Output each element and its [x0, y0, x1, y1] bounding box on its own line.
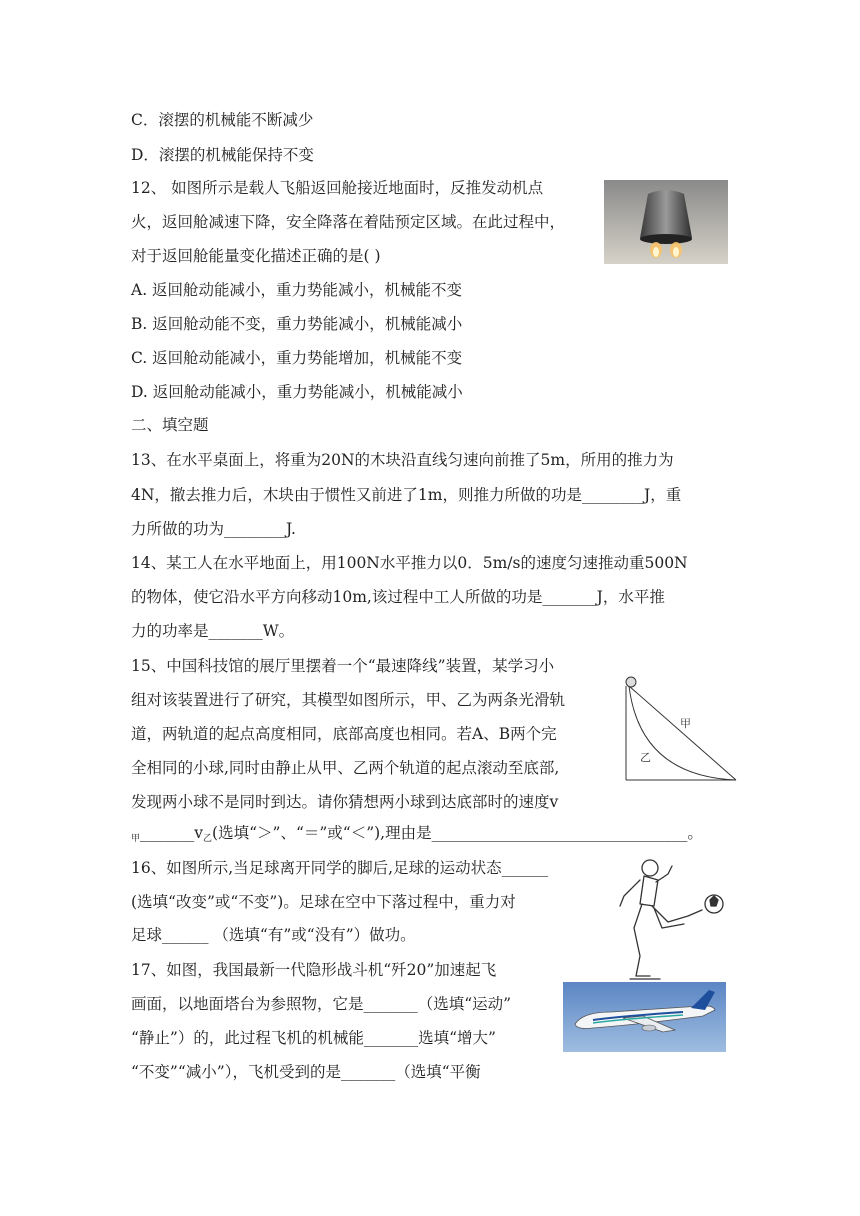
- q15-line2: 组对该装置进行了研究，其模型如图所示，甲、乙为两条光滑轨: [131, 691, 566, 709]
- football-player-image: [610, 852, 734, 982]
- q16-line3: 足球______ （选填“有”或“没有”）做功。: [131, 926, 416, 944]
- q16-line1: 16、如图所示,当足球离开同学的脚后,足球的运动状态______: [131, 859, 549, 877]
- q12-option-b: B. 返回舱动能不变，重力势能减小，机械能减小: [131, 315, 463, 333]
- q13-line2: 4N，撤去推力后，木块由于惯性又前进了1m，则推力所做的功是________J，重: [131, 486, 682, 504]
- choice-text: (选填“＞”、“＝”或“＜”),理由是_________________________________。: [212, 824, 703, 842]
- q14-line1: 14、某工人在水平地面上，用100N水平推力以0．5m/s的速度匀速推动重500N: [131, 554, 688, 572]
- q12-line3: 对于返回舱能量变化描述正确的是( ): [131, 247, 381, 265]
- section-heading-fill-in: 二、填空题: [131, 416, 209, 434]
- option-c-11: C．滚摆的机械能不断减少: [131, 111, 314, 129]
- q15-line6: [131, 823, 703, 849]
- q12-option-c: C. 返回舱动能减小，重力势能增加，机械能不变: [131, 349, 463, 367]
- q16-line2: (选填“改变”或“不变”)。足球在空中下落过程中，重力对: [131, 893, 516, 911]
- q12-option-d: D. 返回舱动能减小，重力势能减小，机械能减小: [131, 383, 463, 401]
- q14-line3: 力的功率是_______W。: [131, 622, 295, 640]
- q15-line3: 道，两轨道的起点高度相同，底部高度也相同。若A、B两个完: [131, 725, 557, 743]
- q15-line5: 发现两小球不是同时到达。请你猜想两小球到达底部时的速度v: [131, 793, 559, 811]
- q17-line1: 17、如图，我国最新一代隐形战斗机“歼20”加速起飞: [131, 961, 497, 979]
- q12-line2: 火，返回舱减速下降，安全降落在着陆预定区域。在此过程中，: [131, 213, 566, 231]
- tracks-diagram: [620, 672, 740, 782]
- q14-line2: 的物体，使它沿水平方向移动10m,该过程中工人所做的功是_______J，水平推: [131, 588, 665, 606]
- track-label-yi: 乙: [640, 751, 651, 764]
- option-d-11: D．滚摆的机械能保持不变: [131, 146, 314, 164]
- return-capsule-image: [604, 180, 728, 264]
- subscript-yi: 乙: [203, 834, 213, 844]
- q15-line4: 全相同的小球,同时由静止从甲、乙两个轨道的起点滚动至底部,: [131, 759, 560, 777]
- q12-line1: 12、 如图所示是载人飞船返回舱接近地面时，反推发动机点: [131, 179, 544, 197]
- q12-option-a: A. 返回舱动能减小，重力势能减小，机械能不变: [131, 281, 463, 299]
- q13-line1: 13、在水平桌面上，将重为20N的木块沿直线匀速向前推了5m，所用的推力为: [131, 451, 674, 469]
- aircraft-image: [563, 982, 726, 1052]
- subscript-jia: 甲: [131, 834, 141, 844]
- q17-line3: “静止”）的，此过程飞机的机械能_______选填“增大”: [131, 1029, 496, 1047]
- q15-line1: 15、中国科技馆的展厅里摆着一个“最速降线”装置，某学习小: [131, 657, 555, 675]
- q17-line4: “不变”“减小”），飞机受到的是_______（选填“平衡: [131, 1063, 481, 1081]
- q17-line2: 画面，以地面塔台为参照物，它是_______（选填“运动”: [131, 995, 512, 1013]
- blank-text: _______v: [140, 824, 204, 842]
- q13-line3: 力所做的功为________J.: [131, 520, 296, 538]
- track-label-jia: 甲: [680, 717, 691, 730]
